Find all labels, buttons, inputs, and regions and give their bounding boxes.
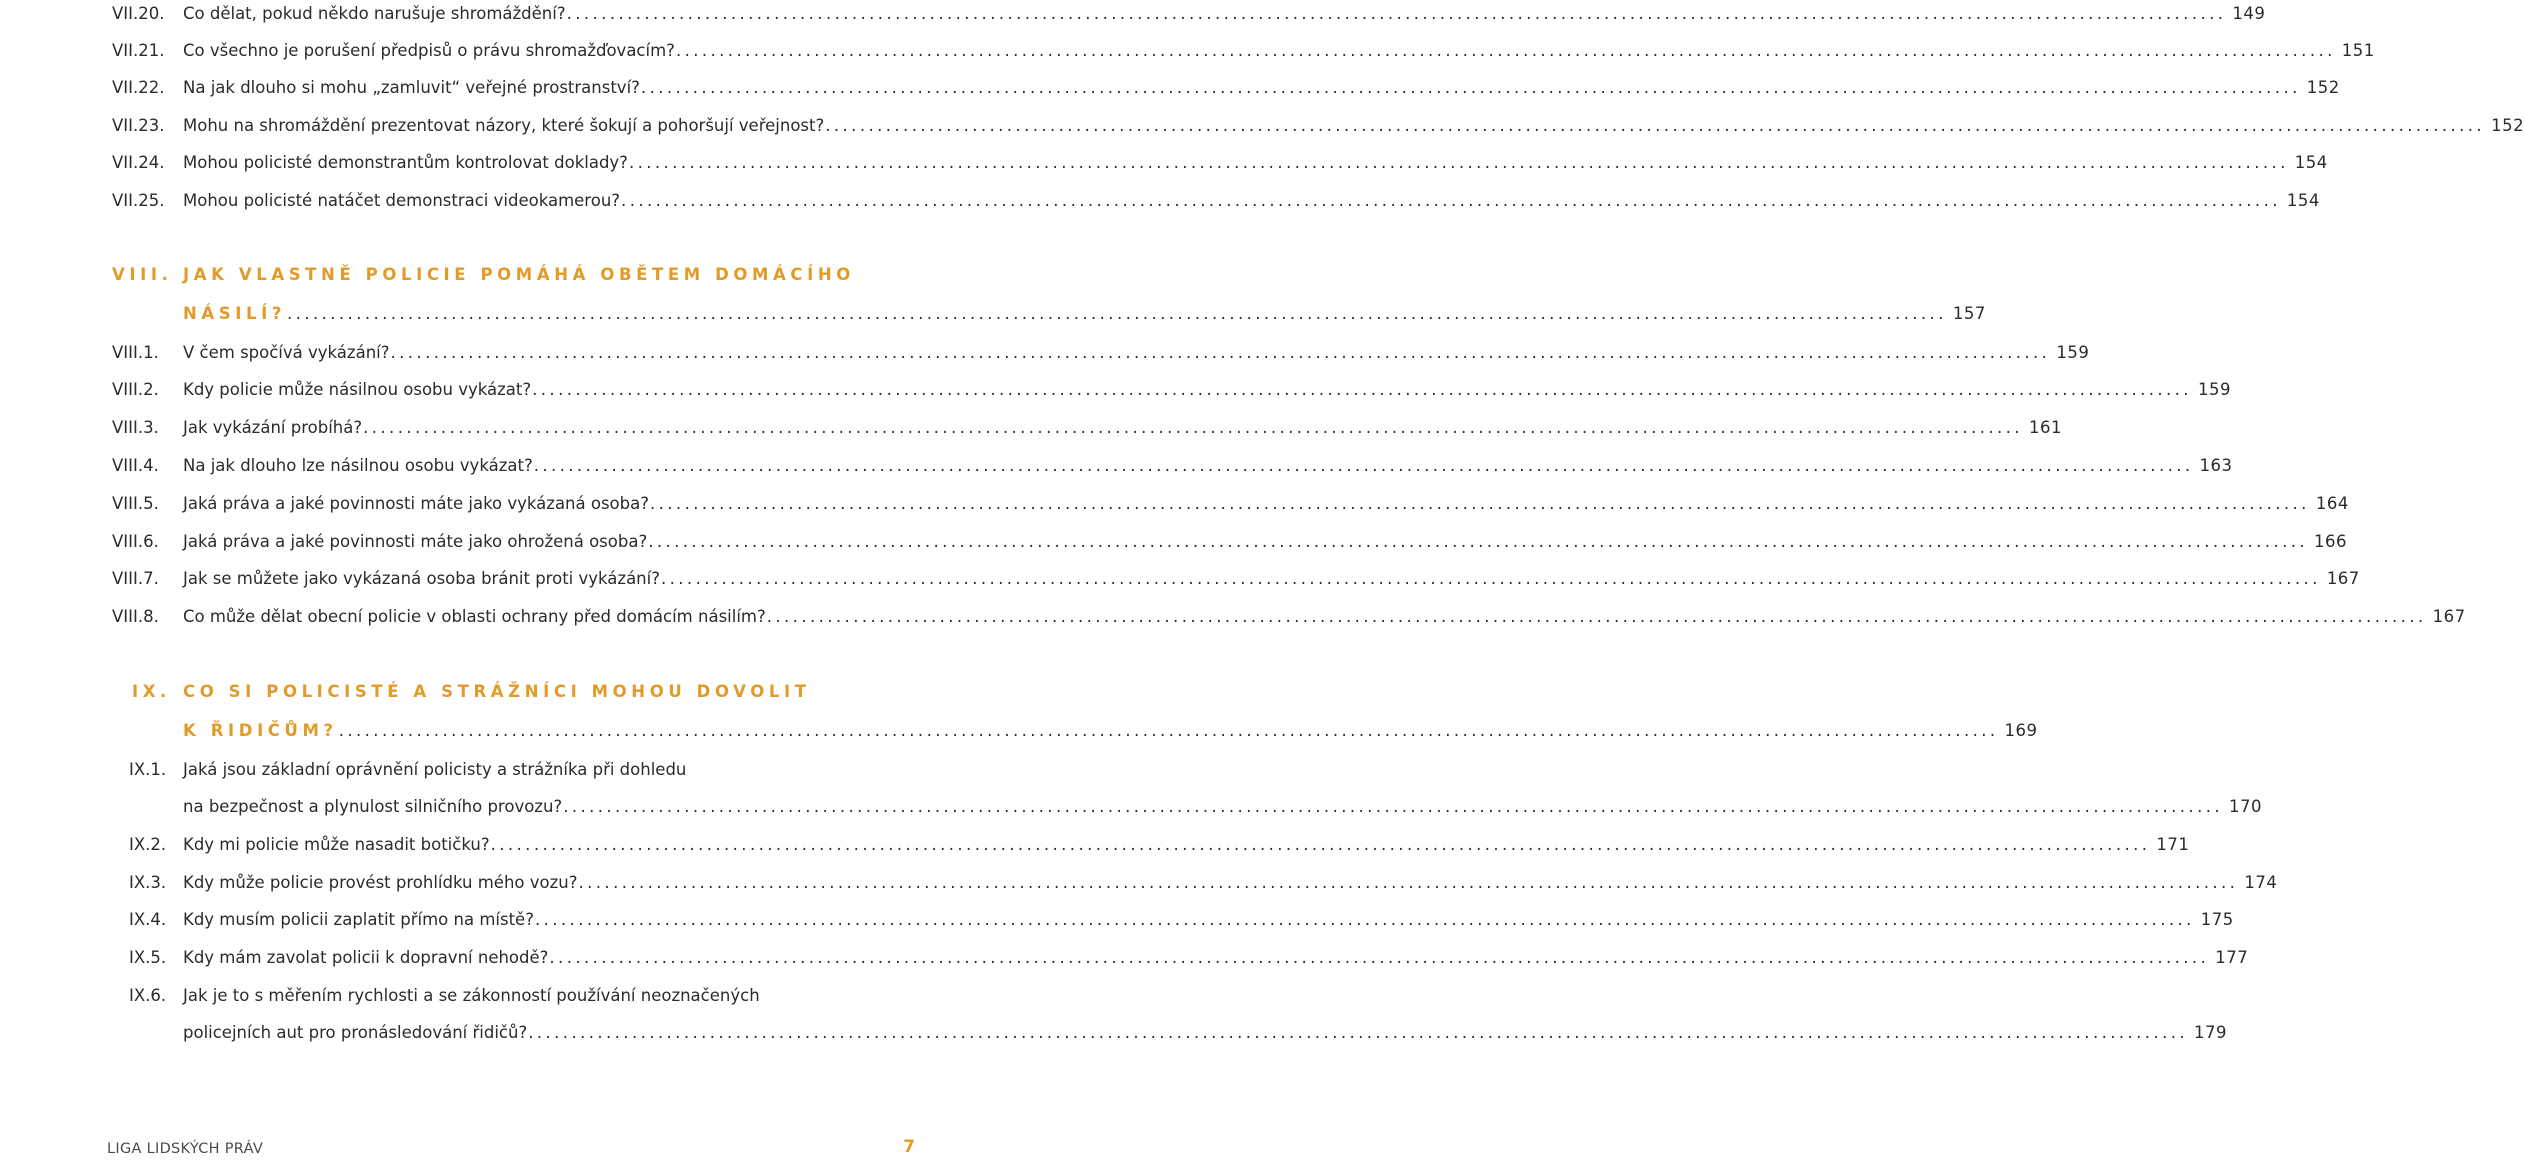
- chapter-title: JAK VLASTNĚ POLICIE POMÁHÁ OBĚTEM DOMÁCÍHO: [183, 265, 855, 284]
- entry-number: IX.2.: [129, 835, 167, 854]
- toc-entry-continued[interactable]: [0, 795, 2263, 819]
- dot-leader: ................................................................................................................................................................................................: [532, 380, 2192, 399]
- toc-entry[interactable]: [0, 341, 2090, 365]
- entry-title: Co dělat, pokud někdo narušuje shromáždění?: [183, 4, 566, 23]
- entry-title: Jak vykázání probíhá?: [183, 418, 363, 437]
- dot-leader: ................................................................................................................................................................................................: [621, 191, 2281, 210]
- chapter-title: K ŘIDIČŮM?: [183, 721, 338, 740]
- entry-number: VII.22.: [112, 78, 165, 97]
- chapter-page: 157: [1952, 304, 1986, 323]
- entry-title: policejních aut pro pronásledování řidičů?: [183, 1023, 528, 1042]
- entry-number: VIII.3.: [112, 418, 159, 437]
- toc-entry[interactable]: [0, 758, 960, 782]
- entry-page: 159: [2056, 343, 2090, 362]
- entry-title: Kdy mi policie může nasadit botičku?: [183, 835, 490, 854]
- entry-page: 170: [2229, 797, 2263, 816]
- entry-page: 154: [2294, 153, 2328, 172]
- dot-leader: ................................................................................................................................................................................................: [287, 304, 1947, 323]
- dot-leader: ................................................................................................................................................................................................: [566, 4, 2227, 23]
- entry-title: Mohou policisté demonstrantům kontrolovat doklady?: [183, 153, 628, 172]
- dot-leader: ................................................................................................................................................................................................: [390, 343, 2051, 362]
- entry-page: 175: [2200, 910, 2234, 929]
- dot-leader: ................................................................................................................................................................................................: [766, 607, 2427, 626]
- entry-number: VIII.4.: [112, 456, 159, 475]
- toc-entry[interactable]: [0, 114, 2524, 138]
- entry-number: VII.20.: [112, 4, 165, 23]
- dot-leader: ................................................................................................................................................................................................: [675, 41, 2336, 60]
- toc-entry[interactable]: [0, 984, 960, 1008]
- entry-page: 154: [2286, 191, 2320, 210]
- toc-entry[interactable]: [0, 908, 2234, 932]
- toc-entry[interactable]: [0, 567, 2360, 591]
- dot-leader: ................................................................................................................................................................................................: [533, 456, 2194, 475]
- chapter-page: 169: [2004, 721, 2038, 740]
- entry-title: na bezpečnost a plynulost silničního provozu?: [183, 797, 563, 816]
- entry-title: Jaká práva a jaké povinnosti máte jako ohrožená osoba?: [183, 532, 648, 551]
- entry-number: VIII.6.: [112, 532, 159, 551]
- entry-title: Na jak dlouho lze násilnou osobu vykázat?: [183, 456, 533, 475]
- dot-leader: ................................................................................................................................................................................................: [640, 78, 2301, 97]
- entry-number: VII.23.: [112, 116, 165, 135]
- dot-leader: ................................................................................................................................................................................................: [650, 494, 2310, 513]
- entry-page: 167: [2326, 569, 2360, 588]
- toc-entry[interactable]: [0, 151, 2328, 175]
- chapter-heading-8-continued[interactable]: [0, 302, 1986, 326]
- footer-publisher: LIGA LIDSKÝCH PRÁV: [107, 1141, 264, 1157]
- entry-page: 149: [2232, 4, 2266, 23]
- entry-title: V čem spočívá vykázání?: [183, 343, 390, 362]
- entry-number: VIII.1.: [112, 343, 159, 362]
- entry-number: VII.24.: [112, 153, 165, 172]
- entry-page: 161: [2028, 418, 2062, 437]
- entry-title: Jak se můžete jako vykázaná osoba bránit proti vykázání?: [183, 569, 660, 588]
- entry-title: Co všechno je porušení předpisů o právu shromažďovacím?: [183, 41, 675, 60]
- entry-title: Kdy mám zavolat policii k dopravní nehodě?: [183, 948, 549, 967]
- entry-title: Kdy může policie provést prohlídku mého vozu?: [183, 873, 578, 892]
- dot-leader: ................................................................................................................................................................................................: [534, 910, 2195, 929]
- dot-leader: ................................................................................................................................................................................................: [660, 569, 2321, 588]
- entry-page: 177: [2215, 948, 2249, 967]
- entry-number: VII.21.: [112, 41, 165, 60]
- chapter-heading-9[interactable]: [0, 680, 960, 704]
- entry-page: 167: [2432, 607, 2466, 626]
- entry-title: Jaká jsou základní oprávnění policisty a strážníka při dohledu: [183, 760, 687, 779]
- toc-entry[interactable]: [0, 454, 2233, 478]
- entry-number: VII.25.: [112, 191, 165, 210]
- toc-entry[interactable]: [0, 2, 2266, 26]
- entry-title: Kdy policie může násilnou osobu vykázat?: [183, 380, 532, 399]
- entry-page: 174: [2244, 873, 2278, 892]
- dot-leader: ................................................................................................................................................................................................: [490, 835, 2151, 854]
- dot-leader: ................................................................................................................................................................................................: [578, 873, 2239, 892]
- chapter-number: IX.: [132, 682, 171, 701]
- toc-entry[interactable]: [0, 76, 2340, 100]
- entry-number: VIII.8.: [112, 607, 159, 626]
- footer-page-number: 7: [903, 1137, 915, 1157]
- entry-title: Mohu na shromáždění prezentovat názory, které šokují a pohoršují veřejnost?: [183, 116, 825, 135]
- entry-number: VIII.7.: [112, 569, 159, 588]
- entry-page: 171: [2156, 835, 2190, 854]
- entry-number: VIII.2.: [112, 380, 159, 399]
- chapter-title: NÁSILÍ?: [183, 304, 287, 323]
- entry-page: 151: [2341, 41, 2375, 60]
- entry-title: Jak je to s měřením rychlosti a se zákonností používání neoznačených: [183, 986, 760, 1005]
- toc-entry[interactable]: [0, 416, 2062, 440]
- dot-leader: ................................................................................................................................................................................................: [825, 116, 2486, 135]
- entry-title: Co může dělat obecní policie v oblasti ochrany před domácím násilím?: [183, 607, 766, 626]
- toc-entry[interactable]: [0, 530, 2348, 554]
- entry-title: Kdy musím policii zaplatit přímo na místě?: [183, 910, 534, 929]
- toc-entry[interactable]: [0, 39, 2375, 63]
- entry-page: 164: [2315, 494, 2349, 513]
- entry-page: 166: [2314, 532, 2348, 551]
- chapter-heading-9-continued[interactable]: [0, 719, 2038, 743]
- dot-leader: ................................................................................................................................................................................................: [363, 418, 2023, 437]
- dot-leader: ................................................................................................................................................................................................: [338, 721, 1999, 740]
- entry-page: 152: [2491, 116, 2524, 135]
- dot-leader: ................................................................................................................................................................................................: [528, 1023, 2189, 1042]
- toc-entry[interactable]: [0, 378, 2231, 402]
- entry-number: IX.4.: [129, 910, 167, 929]
- chapter-title: CO SI POLICISTÉ A STRÁŽNÍCI MOHOU DOVOLIT: [183, 682, 811, 701]
- toc-entry[interactable]: [0, 871, 2278, 895]
- entry-number: VIII.5.: [112, 494, 159, 513]
- entry-page: 163: [2199, 456, 2233, 475]
- entry-number: IX.1.: [129, 760, 167, 779]
- entry-title: Mohou policisté natáčet demonstraci videokamerou?: [183, 191, 621, 210]
- entry-number: IX.5.: [129, 948, 167, 967]
- toc-entry[interactable]: [0, 833, 2190, 857]
- entry-title: Na jak dlouho si mohu „zamluvit“ veřejné prostranství?: [183, 78, 640, 97]
- entry-page: 159: [2197, 380, 2231, 399]
- entry-number: IX.3.: [129, 873, 167, 892]
- chapter-number: VIII.: [112, 265, 173, 284]
- toc-entry[interactable]: [0, 492, 2349, 516]
- toc-entry[interactable]: [0, 946, 2249, 970]
- entry-page: 152: [2306, 78, 2340, 97]
- toc-entry-continued[interactable]: [0, 1021, 2228, 1045]
- dot-leader: ................................................................................................................................................................................................: [628, 153, 2289, 172]
- chapter-heading-8[interactable]: [0, 263, 960, 287]
- dot-leader: ................................................................................................................................................................................................: [549, 948, 2210, 967]
- toc-entry[interactable]: [0, 605, 2466, 629]
- toc-entry[interactable]: [0, 189, 2320, 213]
- entry-title: Jaká práva a jaké povinnosti máte jako vykázaná osoba?: [183, 494, 649, 513]
- dot-leader: ................................................................................................................................................................................................: [563, 797, 2224, 816]
- dot-leader: ................................................................................................................................................................................................: [648, 532, 2309, 551]
- entry-number: IX.6.: [129, 986, 167, 1005]
- entry-page: 179: [2194, 1023, 2228, 1042]
